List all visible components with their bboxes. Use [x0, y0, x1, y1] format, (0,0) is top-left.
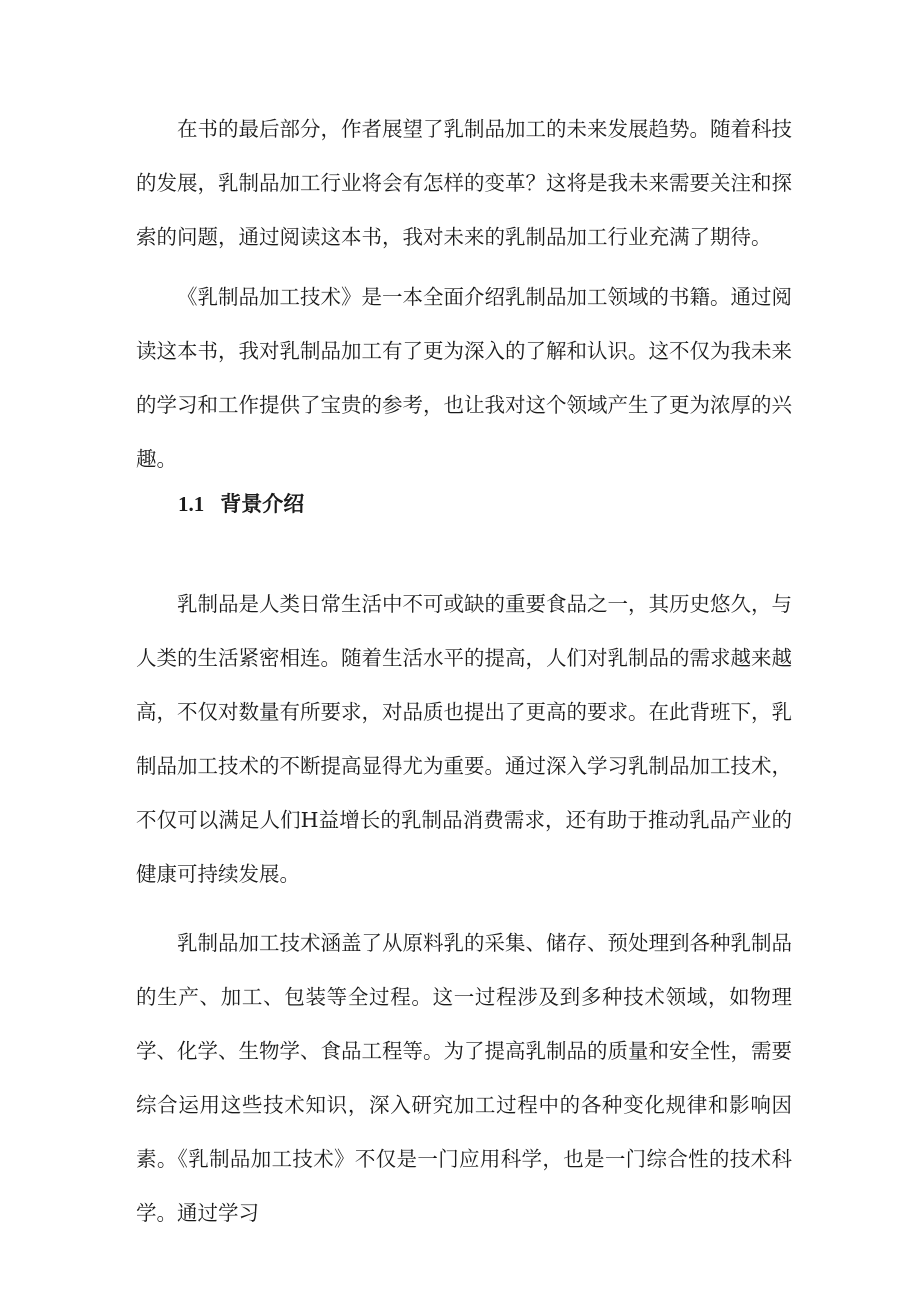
- section-title: 背景介绍: [220, 491, 305, 516]
- paragraph-background-scope: 乳制品加工技术涵盖了从原料乳的采集、储存、预处理到各种乳制品的生产、加工、包装等全过程。这一过程涉及到多种技术领域，如物理学、化学、生物学、食品工程等。为了提高乳制品的质量和安全性，需要综合运用这些技术知识，深入研究加工过程中的各种变化规律和影响因素。《乳制品加工技术》不仅是一门应用科学，也是一门综合性的技术科学。通过学习: [136, 931, 792, 1225]
- paragraph-future-trends: 在书的最后部分，作者展望了乳制品加工的未来发展趋势。随着科技的发展，乳制品加工行业将会有怎样的变革？这将是我未来需要关注和探索的问题，通过阅读这本书，我对未来的乳制品加工行业充满了期待。: [136, 117, 792, 249]
- paragraph-book-summary: 《乳制品加工技术》是一本全面介绍乳制品加工领域的书籍。通过阅读这本书，我对乳制品加工有了更为深入的了解和认识。这不仅为我未来的学习和工作提供了宝贵的参考，也让我对这个领域产生了更为浓厚的兴趣。: [136, 285, 792, 471]
- paragraph-background-importance: 乳制品是人类日常生活中不可或缺的重要食品之一，其历史悠久，与人类的生活紧密相连。随着生活水平的提高，人们对乳制品的需求越来越高，不仅对数量有所要求，对品质也提出了更高的要求。在此背班下，乳制品加工技术的不断提高显得尤为重要。通过深入学习乳制品加工技术，不仅可以满足人们H益增长的乳制品消费需求，还有助于推动乳品产业的健康可持续发展。: [136, 592, 792, 886]
- section-number: 1.1: [178, 492, 205, 516]
- section-heading: [178, 484, 304, 524]
